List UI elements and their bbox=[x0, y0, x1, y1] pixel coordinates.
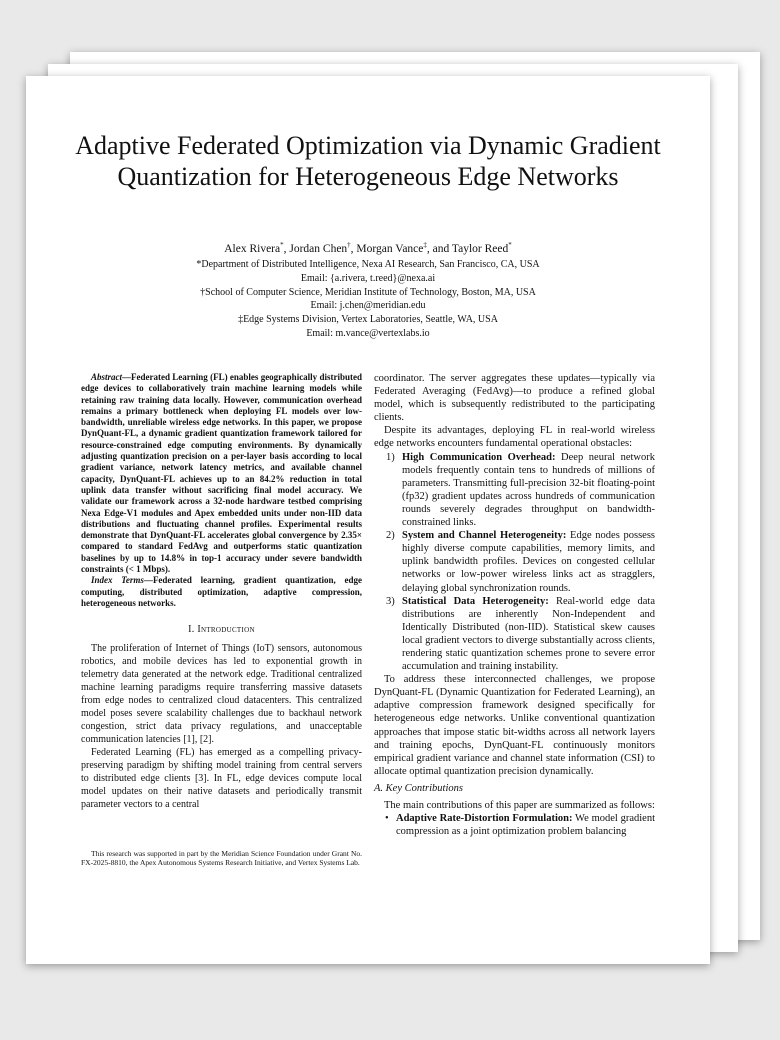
list-item-text: Real-world edge data distributions are inherently Non-Independent and Identically Distributed (non-IID). Statistical skew causes local gradient vectors to diverge substantially across clients, rendering static quantization schemes prone to severe error accumulation and training instability. bbox=[402, 595, 656, 673]
body-paragraph: coordinator. The server aggregates these updates—typically via Federated Averaging (FedAvg)—to produce a refined global model, which is subsequently redistributed to the participating clients. bbox=[374, 373, 655, 424]
list-item bbox=[374, 595, 655, 674]
list-item-label: Adaptive Rate-Distortion Formulation: bbox=[396, 813, 573, 825]
index-terms bbox=[81, 575, 362, 609]
list-item bbox=[374, 812, 655, 838]
list-item-text: Edge nodes possess highly diverse compute capabilities, memory limits, and uplink bandwidth profiles. Devices on congested cellular networks or low-power wireless links act as stragglers, delaying global synchronization rounds. bbox=[402, 530, 656, 594]
intro-paragraph: The proliferation of Internet of Things (IoT) sensors, autonomous robotics, and mobile devices has led to exponential growth in telemetry data generated at the network edge. Traditional centralized machine learning paradigms require transferring massive datasets from edge nodes to centralized cloud datacenters. This centralized model poses severe scalability challenges due to backhaul network congestion, strict data privacy regulations, and unacceptable communication latencies [1], [2]. bbox=[81, 643, 362, 746]
list-item-text: Deep neural network models frequently contain tens to hundreds of millions of parameters. Transmitting full-precision 32-bit floating-point (fp32) gradient updates across hundreds of communication rounds severely degrades throughput on bandwidth-constrained links. bbox=[402, 451, 655, 529]
body-paragraph: The main contributions of this paper are summarized as follows: bbox=[384, 800, 655, 811]
abstract bbox=[81, 372, 362, 575]
left-column bbox=[81, 372, 362, 811]
list-item-label: System and Channel Heterogeneity: bbox=[402, 530, 567, 542]
index-terms-text: —Federated learning, gradient quantization, edge computing, distributed optimization, adaptive compression, heterogeneous networks. bbox=[81, 575, 362, 608]
affiliation-line: Email: m.vance@vertexlabs.io bbox=[306, 327, 430, 339]
obstacle-list bbox=[374, 451, 655, 674]
paper-page bbox=[26, 76, 710, 964]
section-heading-text: I. Introduction bbox=[188, 624, 255, 636]
affiliation-line: Email: j.chen@meridian.edu bbox=[310, 300, 426, 312]
list-number: 2) bbox=[386, 530, 395, 542]
list-item bbox=[374, 529, 655, 594]
affiliation-line: ‡Edge Systems Division, Vertex Laboratories, Seattle, WA, USA bbox=[238, 314, 498, 326]
right-column bbox=[374, 372, 655, 838]
list-item-label: High Communication Overhead: bbox=[402, 451, 556, 463]
subsection-heading: A. Key Contributions bbox=[374, 782, 463, 794]
index-terms-label: Index Terms bbox=[91, 575, 144, 586]
author-list: Alex Rivera*, Jordan Chen†, Morgan Vance‡, and Taylor Reed* bbox=[224, 241, 512, 255]
list-number: 3) bbox=[386, 595, 395, 607]
bullet: • bbox=[385, 813, 389, 825]
affiliations bbox=[26, 258, 710, 341]
affiliation-line: Email: {a.rivera, t.reed}@nexa.ai bbox=[300, 272, 436, 284]
list-item bbox=[374, 451, 655, 530]
list-number: 1) bbox=[386, 451, 395, 463]
list-item-label: Statistical Data Heterogeneity: bbox=[402, 595, 549, 607]
list-item-text: We model gradient compression as a joint optimization problem balancing bbox=[396, 813, 655, 838]
abstract-label: Abstract bbox=[91, 372, 123, 382]
contribution-list bbox=[374, 812, 655, 838]
section-heading bbox=[81, 623, 362, 636]
affiliation-line: †School of Computer Science, Meridian Institute of Technology, Boston, MA, USA bbox=[200, 286, 536, 298]
body-paragraph: Despite its advantages, deploying FL in real-world wireless edge networks encounters fundamental operational obstacles: bbox=[374, 425, 655, 450]
intro-paragraph: Federated Learning (FL) has emerged as a compelling privacy-preserving paradigm by shifting model training from central servers to distributed edge clients [3]. In FL, edge devices compute local model updates on their native datasets and periodically transmit parameter vectors to a central bbox=[81, 747, 362, 811]
paper-title: Adaptive Federated Optimization via Dynamic Gradient Quantization for Heterogeneous Edge Networks bbox=[75, 131, 661, 191]
affiliation-line: *Department of Distributed Intelligence, Nexa AI Research, San Francisco, CA, USA bbox=[196, 259, 540, 270]
body-paragraph: To address these interconnected challenges, we propose DynQuant-FL (Dynamic Quantization for Federated Learning), an adaptive compression framework designed specifically for heterogeneous edge networks. Unlike conventional quantization approaches that impose static bit-widths across all network layers and training epochs, DynQuant-FL continuously monitors empirical gradient variance and channel state information (CSI) to allocate optimal quantization precision dynamically. bbox=[374, 674, 655, 777]
footnote: This research was supported in part by the Meridian Science Foundation under Grant No. FX-2025-8810, the Apex Autonomous Systems Research Initiative, and Vertex Systems Lab. bbox=[81, 849, 362, 868]
abstract-text: —Federated Learning (FL) enables geographically distributed edge devices to collaboratively train machine learning models while retaining raw training data locally. However, communication overhead remains a primary bottleneck when deploying FL models over low-bandwidth, unreliable wireless edge networks. In this paper, we propose DynQuant-FL, a dynamic gradient quantization framework tailored for resource-constrained edge computing environments. By dynamically adjusting quantization precision on a per-layer basis according to local gradient variance, network latency metrics, and available channel capacity, DynQuant-FL achieves up to an 84.2% reduction in total uplink data transfer without sacrificing final model accuracy. We validate our framework across a 32-node hardware testbed comprising Nexa Edge-V1 modules and Apex embedded units under non-IID data distributions and fluctuating channel profiles. Experimental results demonstrate that DynQuant-FL accelerates global convergence by 2.35× compared to standard FedAvg and outperforms static quantization baselines by up to 14.8% in top-1 accuracy under severe bandwidth constraints (< 1 Mbps). bbox=[81, 372, 362, 575]
